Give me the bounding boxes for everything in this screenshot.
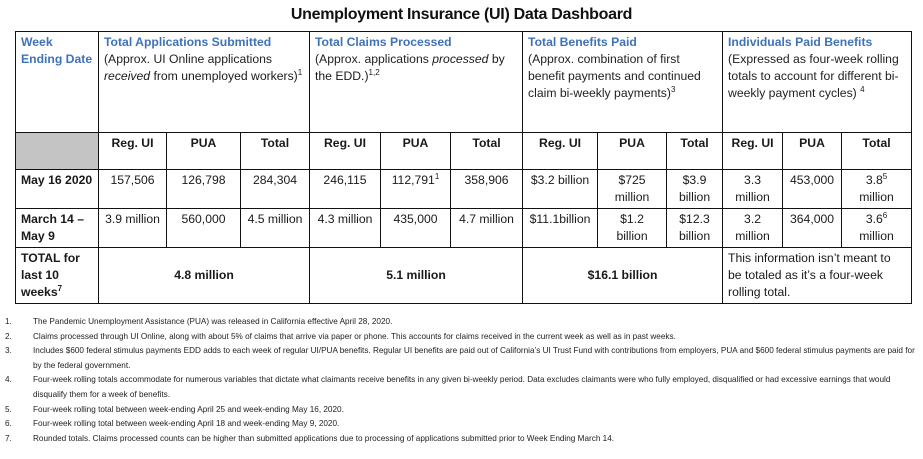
cell: 560,000 [167,209,241,248]
blank-gray-cell [16,133,99,170]
subheader: Reg. UI [523,133,598,170]
cell: 3.3 million [723,170,783,209]
row-label: May 16 2020 [16,170,99,209]
individuals-header: Individuals Paid Benefits (Expressed as four-week rolling totals to account for different bi-weekly payment cycles) $^4$ [723,32,912,133]
footnote: 6. Four-week rolling total between week-ending April 18 and week-ending May 9, 2020. [5,419,340,429]
cell: 4.3 million [310,209,381,248]
cell: 3.2 million [723,209,783,248]
subheader: Total [667,133,723,170]
cell: $3.9 billion [667,170,723,209]
subheader: PUA [598,133,667,170]
subheader: Total [842,133,912,170]
subheader: PUA [167,133,241,170]
applications-header: Total Applications Submitted (Approx. UI Online applications received from unemployed workers)$^1$ [99,32,310,133]
subheader: Total [451,133,523,170]
subheader: Reg. UI [310,133,381,170]
row-label: March 14 – May 9 [16,209,99,248]
subheader: Reg. UI [723,133,783,170]
cell: 112,791$^1$ [381,170,451,209]
footnote: 2. Claims processed through UI Online, along with about 5% of claims that arrive via paper or phone. This accounts for claims received in the current week as well as in past weeks. [5,331,676,341]
ui-data-table [15,31,912,304]
cell: 126,798 [167,170,241,209]
cell: 157,506 [99,170,167,209]
subheader: PUA [381,133,451,170]
footnote: 5. Four-week rolling total between week-ending April 25 and week-ending May 16, 2020. [5,404,344,414]
cell: 453,000 [783,170,842,209]
week-ending-header: Week Ending Date [16,32,99,133]
page-title: Unemployment Insurance (UI) Data Dashboard [290,6,633,23]
benefits-total: $16.1 billion [523,248,723,304]
claims-total: 5.1 million [310,248,523,304]
footnote: 4. Four-week rolling totals accommodate for numerous variables that dictate what claimants receive benefits in any given bi-weekly period. Data excludes claimants were who fully employed, disqualified or had excessive earnings that would disqualify them for a week of benefits. [5,375,891,399]
claims-header: Total Claims Processed (Approx. applications processed by the EDD.)$^{1,2}$ [310,32,523,133]
cell: 358,906 [451,170,523,209]
cell: 246,115 [310,170,381,209]
subheader: Total [241,133,310,170]
table-row [16,209,912,248]
footnote: 1. The Pandemic Unemployment Assistance (PUA) was released in California effective April 28, 2020. [5,317,393,326]
table-row [16,170,912,209]
footnote: 7. Rounded totals. Claims processed counts can be higher than submitted applications due to processing of applications submitted prior to Week Ending March 14. [5,433,615,443]
footnotes [0,315,923,446]
group-header-row [16,32,912,133]
cell: 3.9 million [99,209,167,248]
cell: $12.3 billion [667,209,723,248]
cell: 4.5 million [241,209,310,248]
cell: $1.2 billion [598,209,667,248]
applications-total: 4.8 million [99,248,310,304]
cell: $3.6^6$ million [842,209,912,248]
cell: $725 million [598,170,667,209]
individuals-note: This information isn’t meant to be totaled as it’s a four-week rolling total. [723,248,912,304]
totals-row [16,248,912,304]
cell: 4.7 million [451,209,523,248]
cell: $11.1billion [523,209,598,248]
subheader-row [16,133,912,170]
subheader: PUA [783,133,842,170]
cell: 364,000 [783,209,842,248]
cell: $3.8^5$ million [842,170,912,209]
totals-label: TOTAL for last 10 weeks$^7$ [16,248,99,304]
cell: 284,304 [241,170,310,209]
benefits-header: Total Benefits Paid (Approx. combination of first benefit payments and continued claim bi-weekly payments)$^3$ [523,32,723,133]
footnote: 3. Includes $600 federal stimulus payments EDD adds to each week of regular UI/PUA benefits. Regular UI benefits are paid out of California’s UI Trust Fund with contributions from employers, PUA and $600 federal stimulus payments are paid for by the federal government. [5,346,915,370]
cell: $3.2 billion [523,170,598,209]
cell: 435,000 [381,209,451,248]
subheader: Reg. UI [99,133,167,170]
